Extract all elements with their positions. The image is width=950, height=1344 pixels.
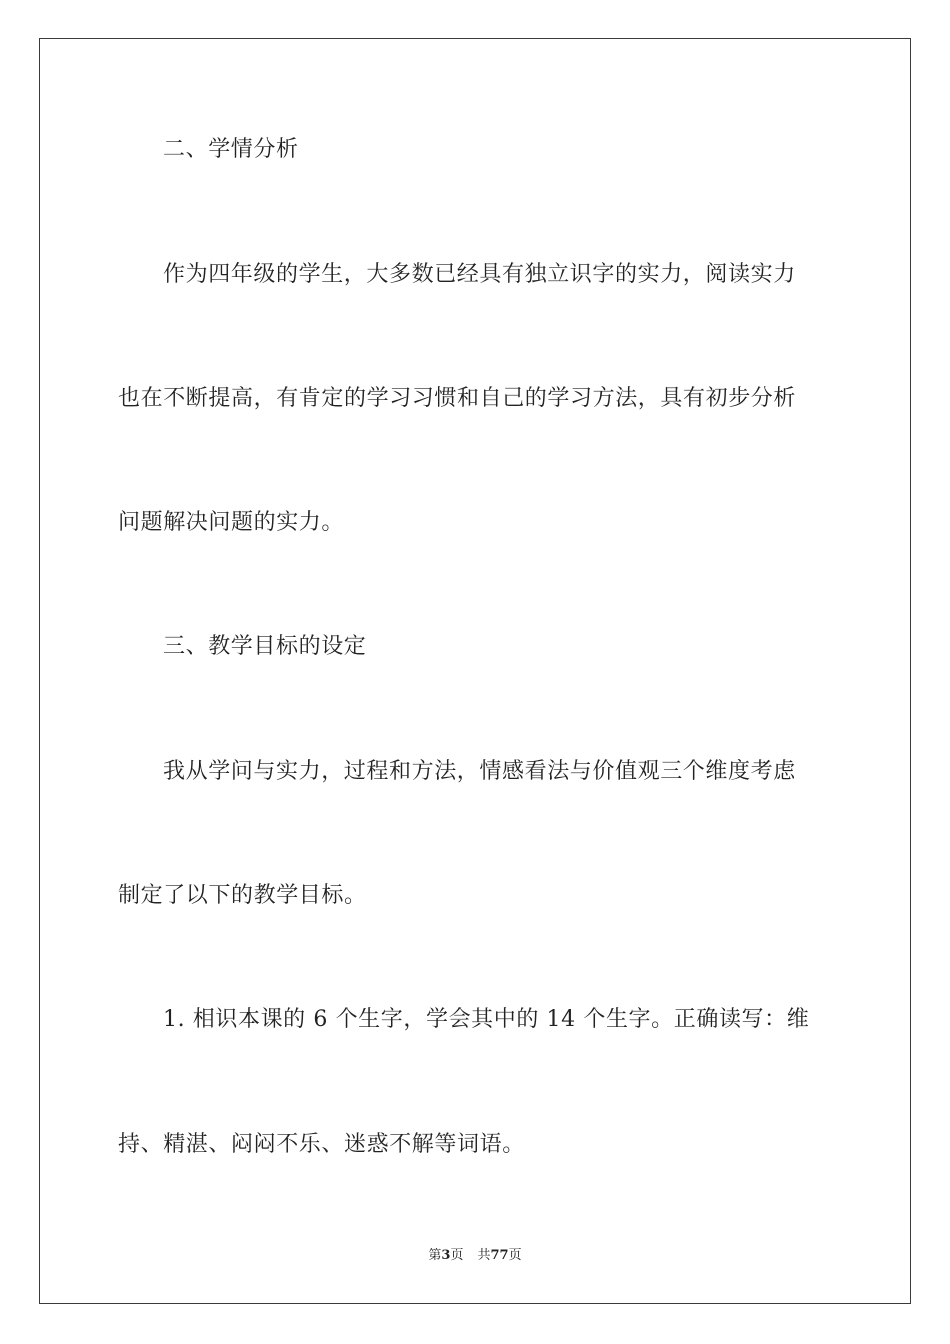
page-frame [39,38,911,1304]
list-item-line: 持、精湛、闷闷不乐、迷惑不解等词语。 [118,1132,525,1157]
section-heading-learning-analysis: 二、学情分析 [163,137,299,162]
section-heading-teaching-goals: 三、教学目标的设定 [163,634,367,659]
paragraph-line: 制定了以下的教学目标。 [118,883,367,908]
footer-total-pages: 77 [490,1248,509,1263]
list-item-line: 1. 相识本课的 6 个生字，学会其中的 14 个生字。正确读写：维 [163,1007,810,1032]
footer-total-prefix: 共 [477,1248,491,1263]
page-footer [0,1247,950,1265]
paragraph-line: 也在不断提高，有肯定的学习习惯和自己的学习方法，具有初步分析 [118,386,797,411]
footer-total-suffix: 页 [508,1248,522,1263]
footer-page-suffix: 页 [450,1248,464,1263]
paragraph-line: 我从学问与实力，过程和方法，情感看法与价值观三个维度考虑 [163,759,796,784]
footer-page-number: 3 [441,1248,451,1263]
paragraph-line: 问题解决问题的实力。 [118,510,345,535]
paragraph-line: 作为四年级的学生，大多数已经具有独立识字的实力，阅读实力 [163,262,796,287]
footer-page-prefix: 第 [428,1248,442,1263]
